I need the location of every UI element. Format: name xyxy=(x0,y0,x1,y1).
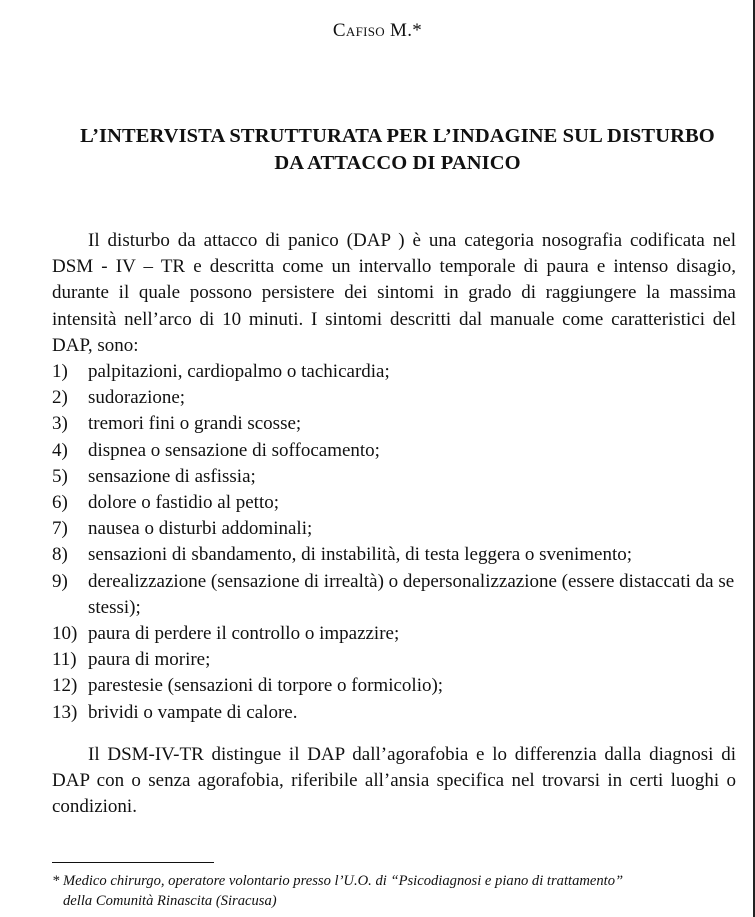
symptom-item xyxy=(52,438,736,464)
article-title-line-1: L’INTERVISTA STRUTTURATA PER L’INDAGINE SUL DISTURBO xyxy=(80,125,715,147)
symptom-number: 2) xyxy=(52,387,68,409)
symptom-number: 9) xyxy=(52,570,68,592)
symptom-item xyxy=(52,411,736,437)
symptom-number: 1) xyxy=(52,361,68,383)
closing-paragraph: Il DSM-IV-TR distingue il DAP dall’agorafobia e lo differenzia dalla diagnosi di DAP con o senza agorafobia, riferibile all’ansia specifica nel trovarsi in certi luoghi o condizioni. xyxy=(52,743,736,818)
symptom-item xyxy=(52,621,736,647)
symptom-text: dolore o fastidio al petto; xyxy=(88,492,280,514)
running-header-author: Cafiso M.* xyxy=(332,20,423,41)
footnote-divider xyxy=(52,862,214,863)
symptom-item xyxy=(52,542,736,568)
article-title xyxy=(20,123,755,177)
article-body xyxy=(52,228,736,820)
symptom-number: 3) xyxy=(52,413,68,435)
symptom-text: sensazioni di sbandamento, di instabilità, di testa leggera o svenimento; xyxy=(88,544,633,566)
intro-paragraph: Il disturbo da attacco di panico (DAP ) è una categoria nosografia codificata nel DSM - IV – TR e descritta come un intervallo temporale di paura e intenso disagio, durante il quale possono persistere dei sintomi in grado di raggiungere la massima intensità nell’arco di 10 minuti. I sintomi descritti dal manuale come caratteristici del DAP, sono: xyxy=(52,230,736,356)
footnote-line-1: * Medico chirurgo, operatore volontario presso l’U.O. di “Psicodiagnosi e piano di trattamento” xyxy=(52,873,624,889)
symptom-number: 8) xyxy=(52,544,68,566)
symptom-item xyxy=(52,490,736,516)
symptom-text: dispnea o sensazione di soffocamento; xyxy=(88,439,380,461)
footnote-line-2: della Comunità Rinascita (Siracusa) xyxy=(63,893,277,909)
symptom-item xyxy=(52,464,736,490)
symptom-text: derealizzazione (sensazione di irrealtà) o depersonalizzazione (essere distaccati da se stessi); xyxy=(88,570,735,618)
symptom-number: 13) xyxy=(52,701,78,723)
symptom-item xyxy=(52,359,736,385)
symptom-item xyxy=(52,673,736,699)
symptom-text: nausea o disturbi addominali; xyxy=(88,518,313,540)
footnote xyxy=(52,871,742,911)
symptom-number: 4) xyxy=(52,439,68,461)
symptom-item xyxy=(52,516,736,542)
symptom-text: palpitazioni, cardiopalmo o tachicardia; xyxy=(88,361,390,383)
symptom-text: paura di perdere il controllo o impazzire; xyxy=(88,623,400,645)
symptom-number: 10) xyxy=(52,623,78,645)
symptom-text: sensazione di asfissia; xyxy=(88,465,256,487)
symptom-item xyxy=(52,385,736,411)
symptom-item xyxy=(52,647,736,673)
symptom-number: 7) xyxy=(52,518,68,540)
symptom-text: tremori fini o grandi scosse; xyxy=(88,413,302,435)
article-title-line-2: DA ATTACCO DI PANICO xyxy=(274,152,521,174)
symptom-text: paura di morire; xyxy=(88,649,211,671)
symptom-number: 11) xyxy=(52,649,77,671)
symptom-item xyxy=(52,700,736,726)
symptom-text: brividi o vampate di calore. xyxy=(88,701,298,723)
symptom-list xyxy=(52,359,736,726)
symptom-number: 5) xyxy=(52,465,68,487)
symptom-number: 12) xyxy=(52,675,78,697)
symptom-number: 6) xyxy=(52,492,68,514)
symptom-text: sudorazione; xyxy=(88,387,186,409)
symptom-item xyxy=(52,569,736,621)
symptom-text: parestesie (sensazioni di torpore o formicolio); xyxy=(88,675,444,697)
